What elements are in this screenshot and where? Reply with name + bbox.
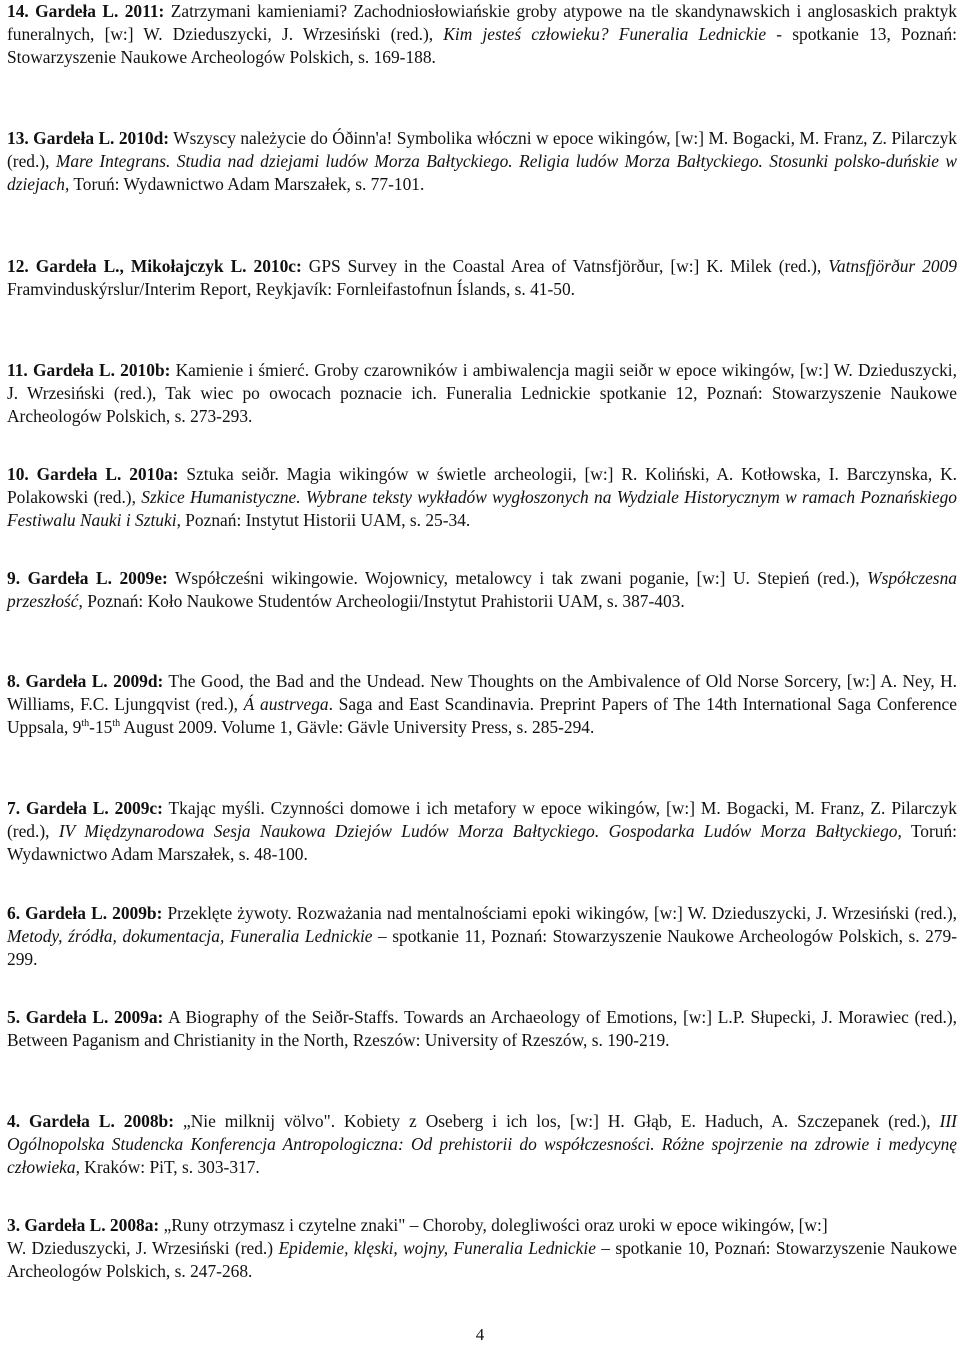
entry-year: 2008a: — [109, 1215, 160, 1235]
entry-number: 5. — [7, 1007, 21, 1027]
entry-number: 13. — [7, 128, 29, 148]
page-number: 4 — [475, 1325, 485, 1344]
entry-text: Tkając myśli. Czynności domowe i ich metafory w epoce wikingów, [w:] M. Bogacki, M. Franz, Z. Pilarczyk (red.), — [7, 798, 957, 841]
entry-italic: IV Międzynarodowa Sesja Naukowa Dziejów Ludów Morza Bałtyckiego. Gospodarka Ludów Morza Bałtyckiego, — [58, 821, 902, 841]
entry-number: 11. — [7, 360, 28, 380]
entry-text: „Runy otrzymasz i czytelne znaki" – Choroby, dolegliwości oraz uroki w epoce wikingów, [w:] — [163, 1215, 828, 1235]
entry-year: 2009a: — [114, 1007, 164, 1027]
entry-tail-2: August 2009. Volume 1, Gävle: Gävle University Press, s. 285-294. — [120, 717, 595, 737]
entry-number: 4. — [7, 1111, 21, 1131]
entry-text-line-2: W. Dzieduszycki, J. Wrzesiński (red.) — [7, 1238, 279, 1258]
entry-author: Gardeła L. — [35, 1, 119, 21]
entry-text: Zatrzymani kamieniami? Zachodniosłowiańskie groby atypowe na tle skandynawskich i anglosaskich praktyk funeralnych, [w:] W. Dzieduszycki, J. Wrzesiński (red.), — [7, 1, 957, 44]
entry-author: Gardeła L., Mikołajczyk L. — [35, 256, 247, 276]
entry-author: Gardeła L. — [25, 671, 108, 691]
entry-year: 2011: — [124, 1, 165, 21]
bibliography-entry-3 — [7, 1214, 957, 1283]
entry-mid: -15 — [89, 717, 113, 737]
bibliography-entry-13 — [7, 127, 957, 196]
entry-italic: Szkice Humanistyczne. Wybrane teksty wykładów wygłoszonych na Wydziale Historycznym w ramach Poznańskiego Festiwalu Nauki i Sztuki — [7, 487, 957, 530]
entry-text: Sztuka seiðr. Magia wikingów w świetle archeologii, [w:] R. Koliński, A. Kotłowska, I. Barczynska, K. Polakowski (red.), — [7, 464, 957, 507]
entry-author: Gardeła L. — [24, 1215, 106, 1235]
entry-tail: – spotkanie 10, Poznań: Stowarzyszenie Naukowe Archeologów Polskich, s. 247-268. — [7, 1238, 957, 1281]
entry-italic: Kim jesteś człowieku? Funeralia Lednickie — [443, 24, 767, 44]
entry-year: 2009d: — [113, 671, 164, 691]
entry-text: The Good, the Bad and the Undead. New Thoughts on the Ambivalence of Old Norse Sorcery, [w:] A. Ney, H. Williams, F.C. Ljungqvist (red.), — [7, 671, 957, 714]
entry-italic: Mare Integrans. Studia nad dziejami ludów Morza Bałtyckiego. Religia ludów Morza Bałtyckiego. Stosunki polsko-duńskie w dziejach — [7, 151, 957, 194]
entry-year: 2009c: — [114, 798, 163, 818]
bibliography-entry-12 — [7, 255, 957, 301]
entry-tail: - spotkanie 13, Poznań: Stowarzyszenie Naukowe Archeologów Polskich, s. 169-188. — [7, 24, 958, 67]
entry-author: Gardeła L. — [25, 903, 108, 923]
entry-author: Gardeła L. — [36, 464, 122, 484]
entry-number: 9. — [7, 568, 21, 588]
bibliography-entry-4 — [7, 1110, 957, 1179]
entry-italic: Współczesna przeszłość — [7, 568, 957, 611]
bibliography-entry-10 — [7, 463, 957, 532]
bibliography-entry-9 — [7, 567, 957, 613]
entry-author: Gardeła L. — [27, 568, 112, 588]
bibliography-entry-14 — [7, 0, 957, 69]
entry-year: 2010b: — [120, 360, 171, 380]
entry-tail: – spotkanie 11, Poznań: Stowarzyszenie Naukowe Archeologów Polskich, s. 279-299. — [7, 926, 957, 969]
entry-text: Kamienie i śmierć. Groby czarowników i ambiwalencja magii seiðr w epoce wikingów, [w:] W. Dzieduszycki, J. Wrzesiński (red.), Tak wiec po owocach poznacie ich. Funeralia Lednickie spotkanie 12, Poznań: Stowarzyszenie Naukowe Archeologów Polskich, s. 273-293. — [7, 360, 957, 426]
entry-tail: Toruń: Wydawnictwo Adam Marszałek, s. 48-100. — [7, 821, 958, 864]
bibliography-entry-5 — [7, 1006, 957, 1052]
entry-number: 7. — [7, 798, 21, 818]
entry-year: 2008b: — [123, 1111, 175, 1131]
entry-italic: Metody, źródła, dokumentacja, Funeralia Lednickie — [7, 926, 373, 946]
entry-year: 2010d: — [118, 128, 170, 148]
entry-number: 14. — [7, 1, 29, 21]
entry-year: 2010a: — [129, 464, 179, 484]
entry-text: A Biography of the Seiðr-Staffs. Towards an Archaeology of Emotions, [w:] L.P. Słupecki, J. Morawiec (red.), Between Paganism and Christianity in the North, Rzeszów: University of Rzeszów, s. 190-219. — [7, 1007, 957, 1050]
document-page — [7, 0, 957, 1372]
entry-italic: Epidemie, klęski, wojny, Funeralia Lednickie — [278, 1238, 596, 1258]
entry-tail: , Kraków: PiT, s. 303-317. — [75, 1157, 260, 1177]
bibliography-entry-6 — [7, 902, 957, 971]
entry-author: Gardeła L. — [32, 360, 115, 380]
entry-italic: III Ogólnopolska Studencka Konferencja Antropologiczna: Od prehistorii do współczesności. Różne spojrzenie na zdrowie i medycynę człowieka — [7, 1111, 957, 1177]
entry-text: „Nie milknij völvo". Kobiety z Oseberg i ich los, [w:] H. Głąb, E. Haduch, A. Szczepanek (red.), — [182, 1111, 940, 1131]
entry-year: 2010c: — [253, 256, 302, 276]
entry-text: Przeklęte żywoty. Rozważania nad mentalnościami epoki wikingów, [w:] W. Dzieduszycki, J. Wrzesiński (red.), — [167, 903, 957, 923]
entry-author: Gardeła L. — [25, 798, 109, 818]
entry-number: 10. — [7, 464, 29, 484]
entry-text: GPS Survey in the Coastal Area of Vatnsfjörður, [w:] K. Milek (red.), — [308, 256, 829, 276]
entry-number: 6. — [7, 903, 21, 923]
entry-author: Gardeła L. — [29, 1111, 115, 1131]
entry-tail: , Poznań: Instytut Historii UAM, s. 25-34. — [176, 510, 471, 530]
entry-author: Gardeła L. — [33, 128, 115, 148]
entry-tail: , Toruń: Wydawnictwo Adam Marszałek, s. 77-101. — [64, 174, 425, 194]
entry-text: Współcześni wikingowie. Wojownicy, metalowcy i tak zwani poganie, [w:] U. Stepień (red.), — [174, 568, 868, 588]
entry-tail: , Poznań: Koło Naukowe Studentów Archeologii/Instytut Prahistorii UAM, s. 387-403. — [78, 591, 685, 611]
entry-year: 2009e: — [119, 568, 168, 588]
entry-number: 8. — [7, 671, 21, 691]
entry-number: 3. — [7, 1215, 21, 1235]
entry-italic: Vatnsfjörður 2009 — [828, 256, 957, 276]
superscript: th — [81, 718, 90, 729]
entry-author: Gardeła L. — [25, 1007, 109, 1027]
bibliography-entry-7 — [7, 797, 957, 866]
bibliography-entry-11 — [7, 359, 957, 428]
entry-year: 2009b: — [112, 903, 163, 923]
entry-tail: . Saga and East Scandinavia. Preprint Papers of The 14th International Saga Conference Uppsala, 9 — [7, 694, 957, 737]
bibliography-entry-8 — [7, 670, 957, 739]
entry-number: 12. — [7, 256, 29, 276]
entry-tail: Framvinduskýrslur/Interim Report, Reykjavík: Fornleifastofnun Íslands, s. 41-50. — [7, 279, 576, 299]
superscript: th — [112, 718, 121, 729]
entry-text: Wszyscy należycie do Óðinn'a! Symbolika włóczni w epoce wikingów, [w:] M. Bogacki, M. Franz, Z. Pilarczyk (red.), — [7, 128, 957, 171]
entry-italic: Á austrvega — [243, 694, 329, 714]
